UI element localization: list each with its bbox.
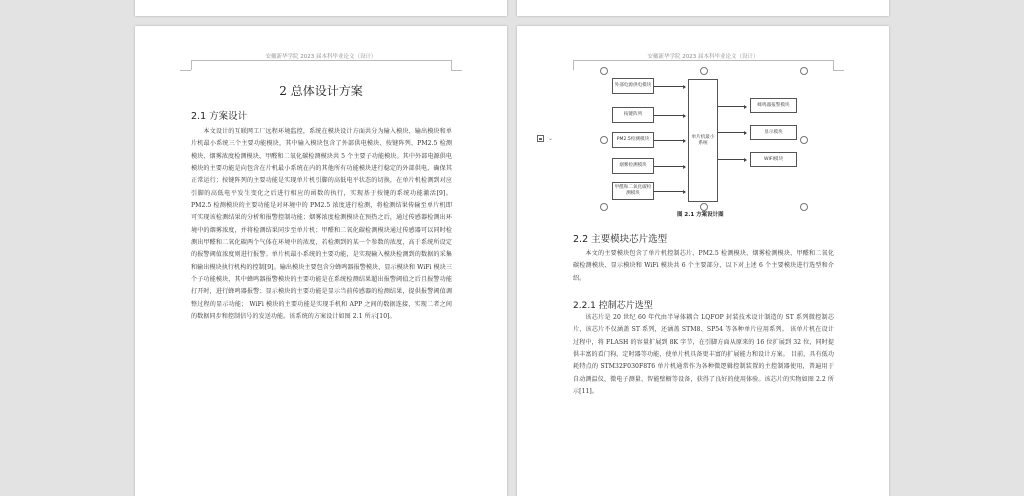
resize-handle[interactable] bbox=[600, 203, 608, 211]
diagram-output-display: 显示模块 bbox=[750, 125, 797, 140]
arrow-icon bbox=[654, 115, 685, 116]
diagram-output-buzzer: 蜂鸣器报警模块 bbox=[750, 98, 797, 113]
arrow-icon bbox=[654, 140, 685, 141]
section-title: 2.2 主要模块芯片选型 bbox=[573, 234, 668, 245]
resize-handle[interactable] bbox=[600, 67, 608, 75]
layout-options-button[interactable] bbox=[537, 135, 553, 142]
diagram-input-smoke: 烟雾检测模块 bbox=[612, 158, 654, 174]
arrow-icon bbox=[654, 191, 685, 192]
arrow-icon bbox=[654, 86, 685, 87]
diagram-input-power: 外部电源供电模块 bbox=[612, 78, 654, 94]
header-margin-mark-left bbox=[180, 70, 191, 71]
figure-caption: 图 2.1 方案设计图 bbox=[677, 212, 724, 218]
header-margin-mark-right bbox=[451, 70, 462, 71]
document-page-right[interactable] bbox=[517, 26, 889, 496]
resize-handle[interactable] bbox=[800, 67, 808, 75]
running-header: 安徽新华学院 2023 届本科毕业论文（设计） bbox=[647, 54, 759, 60]
layout-options-icon bbox=[537, 135, 544, 142]
running-header: 安徽新华学院 2023 届本科毕业论文（设计） bbox=[265, 54, 377, 60]
arrow-icon bbox=[718, 132, 746, 133]
diagram-output-wifi: WIFI模块 bbox=[750, 152, 797, 167]
diagram-input-formaldehyde-co2: 甲醛和二氧化碳检测模块 bbox=[612, 182, 654, 200]
chevron-down-icon: ⌄ bbox=[548, 135, 554, 142]
diagram-mcu-min-system: 单片机最小系统 bbox=[688, 79, 718, 202]
previous-page-left bbox=[135, 0, 507, 16]
arrow-icon bbox=[718, 159, 746, 160]
section-title: 2.1 方案设计 bbox=[191, 111, 248, 122]
body-paragraph: 该芯片是 20 世纪 60 年代由半导体耦合 LQFOP 封装技术设计制造的 ST 系列微控制芯片，该芯片不仅涵盖 ST 系列，还涵盖 STM8、SP54 等各种单片应用系列。 该单片机在设计过程中，将 FLASH 的容量扩展到 8K 字节，在引脚方面从原来的 16 位扩展到 32 位，同时提供丰富的看门狗、定时器等功能，使单片机具备更丰富的扩展能力和设计方案。 目前，具有低功耗特点的 STM32F030F8T6 单片机通常作为各种微逻辑控制装置的主控制器使用，普遍用于自动测温仪、微电子测量、智能壁橱等设备，获得了良好的使用体验。该芯片的实物如图 2.2 所示[11]。 bbox=[573, 314, 834, 396]
system-design-diagram[interactable] bbox=[517, 26, 889, 226]
resize-handle[interactable] bbox=[800, 203, 808, 211]
resize-handle[interactable] bbox=[700, 67, 708, 75]
arrow-icon bbox=[718, 106, 746, 107]
header-corner-left bbox=[191, 60, 192, 70]
subsection-title: 2.2.1 控制芯片选型 bbox=[573, 301, 653, 311]
resize-handle[interactable] bbox=[600, 136, 608, 144]
resize-handle[interactable] bbox=[800, 136, 808, 144]
diagram-input-keys: 按键阵列 bbox=[612, 107, 654, 123]
body-paragraph: 本文的主要模块包含了单片机控制芯片、PM2.5 检测模块、烟雾检测模块、甲醛和二氧化碳检测模块、显示模块和 WiFi 模块共 6 个主要部分，以下对上述 6 个主要模块进行选型和介绍。 bbox=[573, 250, 834, 282]
document-page-left[interactable] bbox=[135, 26, 507, 496]
arrow-icon bbox=[654, 166, 685, 167]
header-rule bbox=[191, 60, 451, 61]
previous-page-right bbox=[517, 0, 889, 16]
chapter-title: 2 总体设计方案 bbox=[279, 84, 363, 98]
header-corner-right bbox=[451, 60, 452, 70]
body-paragraph: 本文设计的互联网工厂远程环境监控，系统在模块设计方面共分为输入模块、输出模块和单片机最小系统三个主要功能模块，其中输入模块包含了外部供电模块、按键阵列、PM2.5 检测模块、烟雾浓度检测模块、甲醛和二氧化碳检测模块共 5 个主要子功能模块。其中外部电源供电模块的主要功能是向包含在片机最小系统在内的其他所有功能模块进行稳定的外部供电，确保其正常运行；按键阵列的主要功能是实现单片机引脚的高低电平状态的切换，在单片机检测到对应引脚的高低电平发生变化之后进行相应的函数的执行，实现基于按键的系统功能激活[9]。 PM2.5 检测模块的主要功能是对环境中的 PM2.5 浓度进行检测，将检测结果传输至单片机即可实现该检测结果的分析和报警控制功能；烟雾浓度检测模块在预热之后，通过传感器检测出环境中的烟雾浓度，并将检测结果同步至单片机；甲醛和二氧化碳检测模块通过传感器可以同时检测出甲醛和二氧化碳两个气体在环境中的浓度，若检测到的某一个参数的浓度，高于系统所设定的报警阈值浓度则进行报警。单片机最小系统的主要功能，是实现输入模块检测到的数据的采集和输出模块执行机构的控制[9]。输出模块主要包含分蜂鸣器报警模块、显示模块和 WiFi 模块三个子功能模块，其中蜂鸣器报警模块的主要功能是在系统检测结果超出报警阈值之后且报警功能打开时，进行蜂鸣器报警；显示模块的主要功能是显示当前传感器的检测结果，提供报警阈值调整过程的显示功能； WiFi 模块的主要功能是实现手机和 APP 之间的数据连接，实现二者之间的数据同步和控制信号的发送功能。该系统的方案设计如图 2.1 所示[10]。 bbox=[191, 128, 452, 321]
diagram-input-pm25: PM2.5检测模块 bbox=[612, 132, 654, 148]
